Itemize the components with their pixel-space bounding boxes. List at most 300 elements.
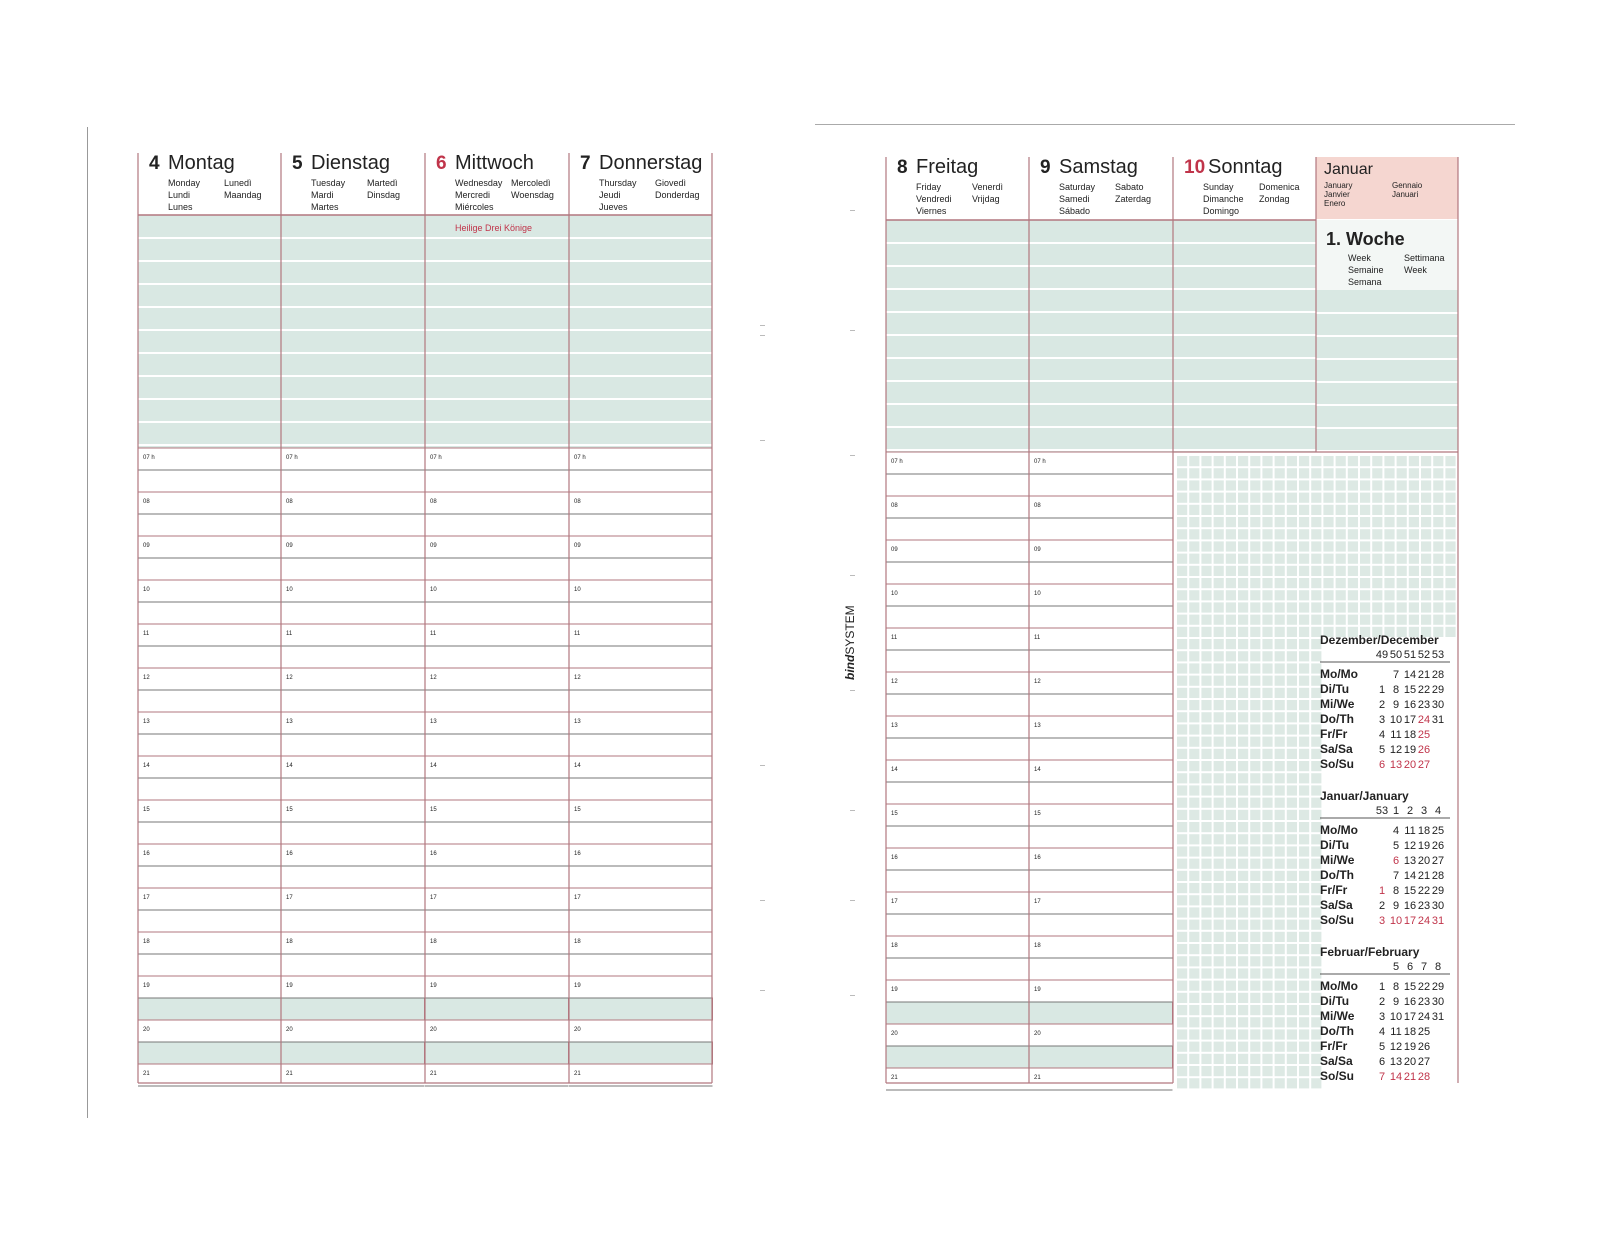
grid-cell [1214, 944, 1224, 954]
grid-cell [1299, 480, 1309, 490]
grid-cell [1238, 468, 1248, 478]
hour-label: 07 h [1034, 459, 1046, 465]
grid-cell [1250, 981, 1260, 991]
grid-cell [1201, 554, 1211, 564]
grid-cell [1262, 944, 1272, 954]
mini-calendar-day: 5 [1378, 744, 1386, 756]
grid-cell [1287, 602, 1297, 612]
grid-cell [1201, 663, 1211, 673]
grid-cell [1226, 1029, 1236, 1039]
grid-cell [1299, 956, 1309, 966]
grid-cell [1287, 480, 1297, 490]
grid-cell [1238, 505, 1248, 515]
grid-cell [1226, 932, 1236, 942]
grid-cell [1177, 993, 1187, 1003]
scan-mark [760, 990, 765, 991]
mini-calendar-day: 18 [1417, 825, 1431, 837]
grid-cell [1299, 944, 1309, 954]
grid-cell [1287, 773, 1297, 783]
grid-cell [1262, 1042, 1272, 1052]
grid-cell [1433, 456, 1443, 466]
grid-cell [1201, 541, 1211, 551]
grid-cell [1177, 541, 1187, 551]
hour-label: 10 [286, 587, 293, 593]
mini-calendar-day: 18 [1403, 1026, 1417, 1038]
grid-cell [1287, 724, 1297, 734]
mini-calendar-day: 25 [1417, 729, 1431, 741]
mini-calendar-weekday: Mi/We [1320, 697, 1355, 711]
day-name: Dienstag [311, 152, 390, 174]
grid-cell [1238, 578, 1248, 588]
grid-cell [1250, 749, 1260, 759]
grid-cell [1238, 541, 1248, 551]
grid-cell [1189, 651, 1199, 661]
grid-cell [1214, 688, 1224, 698]
grid-cell [1287, 1066, 1297, 1076]
grid-cell [1299, 993, 1309, 1003]
grid-cell [1189, 468, 1199, 478]
day-translation: Martedì [367, 178, 398, 188]
mini-calendar-title: Januar/January [1320, 789, 1409, 803]
grid-cell [1201, 907, 1211, 917]
grid-cell [1238, 700, 1248, 710]
grid-cell [1348, 517, 1358, 527]
grid-cell [1226, 871, 1236, 881]
grid-cell [1177, 859, 1187, 869]
grid-cell [1384, 480, 1394, 490]
grid-cell [1360, 529, 1370, 539]
hour-label: 14 [574, 763, 581, 769]
grid-cell [1275, 602, 1285, 612]
day-translation: Lunedì [224, 178, 252, 188]
grid-cell [1421, 566, 1431, 576]
grid-cell [1336, 493, 1346, 503]
grid-cell [1299, 822, 1309, 832]
grid-cell [1311, 480, 1321, 490]
hour-label: 09 [574, 543, 581, 549]
grid-cell [1299, 1054, 1309, 1064]
grid-cell [1189, 724, 1199, 734]
grid-cell [1226, 468, 1236, 478]
mini-calendar-day: 21 [1417, 870, 1431, 882]
scan-mark [850, 690, 855, 691]
mini-calendar-day: 18 [1403, 729, 1417, 741]
grid-cell [1238, 554, 1248, 564]
hour-label: 12 [574, 675, 581, 681]
hour-label: 13 [430, 719, 437, 725]
grid-cell [1323, 468, 1333, 478]
grid-cell [1275, 1078, 1285, 1088]
mini-calendar-day: 2 [1378, 996, 1386, 1008]
day-translation: Zaterdag [1115, 194, 1152, 204]
grid-cell [1360, 566, 1370, 576]
grid-cell [1214, 566, 1224, 576]
grid-cell [1177, 493, 1187, 503]
grid-cell [1275, 895, 1285, 905]
grid-cell [1275, 1005, 1285, 1015]
hour-label: 17 [1034, 899, 1041, 905]
grid-cell [1238, 651, 1248, 661]
grid-cell [1262, 663, 1272, 673]
mini-calendar-day: 24 [1417, 1011, 1431, 1023]
grid-cell [1445, 602, 1455, 612]
grid-cell [1238, 639, 1248, 649]
hour-label: 18 [143, 939, 150, 945]
grid-cell [1189, 993, 1199, 1003]
grid-cell [1311, 615, 1321, 625]
mini-calendar-day: 20 [1417, 855, 1431, 867]
grid-cell [1238, 761, 1248, 771]
grid-cell [1433, 602, 1443, 612]
grid-cell [1372, 541, 1382, 551]
day-translation: Tuesday [311, 178, 346, 188]
grid-cell [1189, 871, 1199, 881]
grid-cell [1421, 529, 1431, 539]
mini-calendar-week: 7 [1420, 961, 1428, 973]
grid-cell [1201, 737, 1211, 747]
hour-label: 21 [430, 1071, 437, 1077]
evening-shade [138, 1042, 282, 1064]
grid-cell [1323, 615, 1333, 625]
grid-cell [1250, 517, 1260, 527]
grid-cell [1262, 1054, 1272, 1064]
mini-calendar-day: 29 [1431, 981, 1445, 993]
grid-cell [1177, 566, 1187, 576]
grid-cell [1226, 639, 1236, 649]
grid-cell [1409, 590, 1419, 600]
week-translation: Week [1348, 253, 1371, 263]
grid-cell [1262, 468, 1272, 478]
grid-cell [1238, 1029, 1248, 1039]
grid-cell [1226, 834, 1236, 844]
grid-cell [1409, 529, 1419, 539]
grid-cell [1238, 749, 1248, 759]
grid-cell [1177, 724, 1187, 734]
grid-cell [1299, 737, 1309, 747]
grid-cell [1250, 859, 1260, 869]
grid-cell [1311, 517, 1321, 527]
day-translation: Thursday [599, 178, 637, 188]
scan-mark [850, 810, 855, 811]
grid-cell [1238, 981, 1248, 991]
mini-calendar-day: 14 [1403, 669, 1417, 681]
month-translation: Janvier [1324, 190, 1350, 199]
grid-cell [1275, 749, 1285, 759]
holiday-label: Heilige Drei Könige [455, 223, 533, 233]
grid-cell [1287, 968, 1297, 978]
grid-cell [1299, 859, 1309, 869]
grid-cell [1262, 1078, 1272, 1088]
grid-cell [1238, 773, 1248, 783]
grid-cell [1189, 785, 1199, 795]
hour-label: 11 [891, 635, 898, 641]
grid-cell [1433, 480, 1443, 490]
grid-cell [1299, 871, 1309, 881]
grid-cell [1397, 505, 1407, 515]
mini-calendar-weekday: Do/Th [1320, 1024, 1354, 1038]
grid-cell [1226, 956, 1236, 966]
hour-label: 15 [143, 807, 150, 813]
evening-shade [569, 998, 713, 1020]
mini-calendar-day: 4 [1392, 825, 1400, 837]
hour-label: 14 [143, 763, 150, 769]
scan-mark [850, 210, 855, 211]
grid-cell [1214, 846, 1224, 856]
grid-cell [1201, 700, 1211, 710]
grid-cell [1177, 761, 1187, 771]
mini-calendar-day: 6 [1378, 1056, 1386, 1068]
day-translation: Monday [168, 178, 201, 188]
grid-cell [1275, 639, 1285, 649]
mini-calendar-week: 8 [1434, 961, 1442, 973]
grid-cell [1397, 554, 1407, 564]
grid-cell [1384, 493, 1394, 503]
grid-cell [1226, 944, 1236, 954]
grid-cell [1177, 871, 1187, 881]
grid-cell [1214, 1042, 1224, 1052]
grid-cell [1299, 1066, 1309, 1076]
grid-cell [1238, 1017, 1248, 1027]
hour-label: 13 [574, 719, 581, 725]
evening-shade [1029, 1046, 1173, 1068]
grid-cell [1299, 456, 1309, 466]
evening-shade [138, 998, 282, 1020]
grid-cell [1262, 639, 1272, 649]
mini-calendar-day: 4 [1378, 1026, 1386, 1038]
grid-cell [1214, 749, 1224, 759]
mini-calendar-day: 20 [1403, 1056, 1417, 1068]
grid-cell [1250, 871, 1260, 881]
grid-cell [1275, 529, 1285, 539]
grid-cell [1189, 859, 1199, 869]
grid-cell [1214, 602, 1224, 612]
grid-cell [1299, 688, 1309, 698]
grid-cell [1287, 798, 1297, 808]
mini-calendar-day: 13 [1389, 759, 1403, 771]
day-translation: Miércoles [455, 202, 494, 212]
day-name: Sonntag [1208, 156, 1283, 178]
grid-cell [1214, 773, 1224, 783]
mini-calendar-day: 15 [1403, 684, 1417, 696]
grid-cell [1311, 566, 1321, 576]
grid-cell [1275, 834, 1285, 844]
grid-cell [1275, 883, 1285, 893]
grid-cell [1201, 724, 1211, 734]
grid-cell [1214, 1017, 1224, 1027]
grid-cell [1201, 932, 1211, 942]
mini-calendar-day: 9 [1392, 699, 1400, 711]
grid-cell [1336, 505, 1346, 515]
grid-cell [1445, 578, 1455, 588]
mini-calendar-weekday: Di/Tu [1320, 838, 1350, 852]
grid-cell [1397, 456, 1407, 466]
grid-cell [1262, 541, 1272, 551]
mini-calendar-day: 11 [1390, 1026, 1402, 1038]
grid-cell [1226, 578, 1236, 588]
scan-mark [850, 995, 855, 996]
day-translation: Samedi [1059, 194, 1090, 204]
grid-cell [1287, 688, 1297, 698]
grid-cell [1250, 639, 1260, 649]
grid-cell [1275, 1054, 1285, 1064]
grid-cell [1445, 541, 1455, 551]
grid-cell [1299, 1005, 1309, 1015]
grid-cell [1189, 810, 1199, 820]
grid-cell [1348, 615, 1358, 625]
grid-cell [1287, 493, 1297, 503]
grid-cell [1177, 956, 1187, 966]
grid-cell [1287, 712, 1297, 722]
grid-cell [1336, 615, 1346, 625]
grid-cell [1275, 810, 1285, 820]
grid-cell [1250, 480, 1260, 490]
scan-mark [760, 900, 765, 901]
grid-cell [1287, 566, 1297, 576]
mini-calendar-weekday: Mo/Mo [1320, 979, 1358, 993]
grid-cell [1421, 505, 1431, 515]
day-translation: Domenica [1259, 182, 1300, 192]
grid-cell [1201, 651, 1211, 661]
grid-cell [1201, 456, 1211, 466]
grid-cell [1214, 663, 1224, 673]
grid-cell [1189, 846, 1199, 856]
grid-cell [1226, 1042, 1236, 1052]
grid-cell [1262, 724, 1272, 734]
evening-shade [281, 998, 425, 1020]
grid-cell [1299, 773, 1309, 783]
day-translation: Domingo [1203, 206, 1240, 216]
grid-cell [1287, 517, 1297, 527]
grid-cell [1214, 505, 1224, 515]
day-translation: Woensdag [511, 190, 554, 200]
day-translation: Friday [916, 182, 942, 192]
grid-cell [1177, 895, 1187, 905]
grid-cell [1299, 554, 1309, 564]
grid-cell [1287, 1029, 1297, 1039]
mini-calendar-day: 7 [1378, 1071, 1386, 1083]
grid-cell [1189, 1029, 1199, 1039]
day-number: 9 [1040, 157, 1051, 178]
mini-calendar-weekday: Mi/We [1320, 853, 1355, 867]
grid-cell [1238, 663, 1248, 673]
grid-cell [1238, 920, 1248, 930]
evening-shade [425, 998, 569, 1020]
grid-cell [1275, 712, 1285, 722]
grid-cell [1421, 456, 1431, 466]
grid-cell [1360, 541, 1370, 551]
grid-cell [1201, 566, 1211, 576]
grid-cell [1287, 1017, 1297, 1027]
grid-cell [1433, 566, 1443, 576]
grid-cell [1421, 480, 1431, 490]
grid-cell [1421, 517, 1431, 527]
grid-cell [1433, 590, 1443, 600]
grid-cell [1238, 944, 1248, 954]
mini-calendar-day: 29 [1431, 885, 1445, 897]
mini-calendar-weekday: Fr/Fr [1320, 727, 1348, 741]
grid-cell [1299, 920, 1309, 930]
hour-label: 19 [1034, 987, 1041, 993]
mini-calendar-day: 31 [1431, 915, 1445, 927]
grid-cell [1250, 529, 1260, 539]
grid-cell [1384, 590, 1394, 600]
grid-cell [1214, 822, 1224, 832]
grid-cell [1214, 968, 1224, 978]
grid-cell [1201, 968, 1211, 978]
grid-cell [1445, 554, 1455, 564]
hour-label: 14 [1034, 767, 1041, 773]
grid-cell [1226, 1054, 1236, 1064]
grid-cell [1421, 493, 1431, 503]
grid-cell [1384, 517, 1394, 527]
mini-calendar-day: 28 [1417, 1071, 1431, 1083]
grid-cell [1287, 541, 1297, 551]
mini-calendar-weekday: Do/Th [1320, 868, 1354, 882]
grid-cell [1421, 615, 1431, 625]
mini-calendar-day: 10 [1389, 714, 1403, 726]
hour-label: 09 [430, 543, 437, 549]
mini-calendar-day: 30 [1431, 996, 1445, 1008]
grid-cell [1287, 895, 1297, 905]
hour-label: 21 [143, 1071, 150, 1077]
grid-cell [1177, 456, 1187, 466]
hour-label: 10 [143, 587, 150, 593]
mini-calendar-day: 10 [1389, 1011, 1403, 1023]
grid-cell [1177, 834, 1187, 844]
grid-cell [1250, 712, 1260, 722]
grid-cell [1433, 493, 1443, 503]
mini-calendar-day: 19 [1417, 840, 1431, 852]
grid-cell [1214, 541, 1224, 551]
hour-label: 11 [430, 631, 437, 637]
hour-label: 19 [286, 983, 293, 989]
grid-cell [1177, 981, 1187, 991]
grid-cell [1311, 554, 1321, 564]
mini-calendar-day: 2 [1378, 699, 1386, 711]
grid-cell [1433, 554, 1443, 564]
grid-cell [1177, 968, 1187, 978]
grid-cell [1214, 895, 1224, 905]
grid-cell [1177, 1078, 1187, 1088]
day-translation: Sunday [1203, 182, 1234, 192]
grid-cell [1409, 456, 1419, 466]
grid-cell [1189, 981, 1199, 991]
grid-cell [1299, 981, 1309, 991]
mini-calendar-day: 22 [1417, 684, 1431, 696]
mini-calendar-day: 4 [1378, 729, 1386, 741]
grid-cell [1189, 663, 1199, 673]
grid-cell [1201, 956, 1211, 966]
grid-cell [1287, 529, 1297, 539]
mini-calendar-day: 14 [1403, 870, 1417, 882]
grid-cell [1299, 529, 1309, 539]
grid-cell [1177, 505, 1187, 515]
grid-cell [1250, 602, 1260, 612]
grid-cell [1226, 737, 1236, 747]
grid-cell [1348, 493, 1358, 503]
mini-calendar-day: 6 [1378, 759, 1386, 771]
grid-cell [1214, 468, 1224, 478]
grid-cell [1201, 1017, 1211, 1027]
grid-cell [1275, 1042, 1285, 1052]
grid-cell [1177, 1017, 1187, 1027]
hour-label: 17 [430, 895, 437, 901]
grid-cell [1445, 590, 1455, 600]
grid-cell [1189, 541, 1199, 551]
grid-cell [1226, 1005, 1236, 1015]
grid-cell [1421, 602, 1431, 612]
mini-calendar-day: 31 [1431, 714, 1445, 726]
